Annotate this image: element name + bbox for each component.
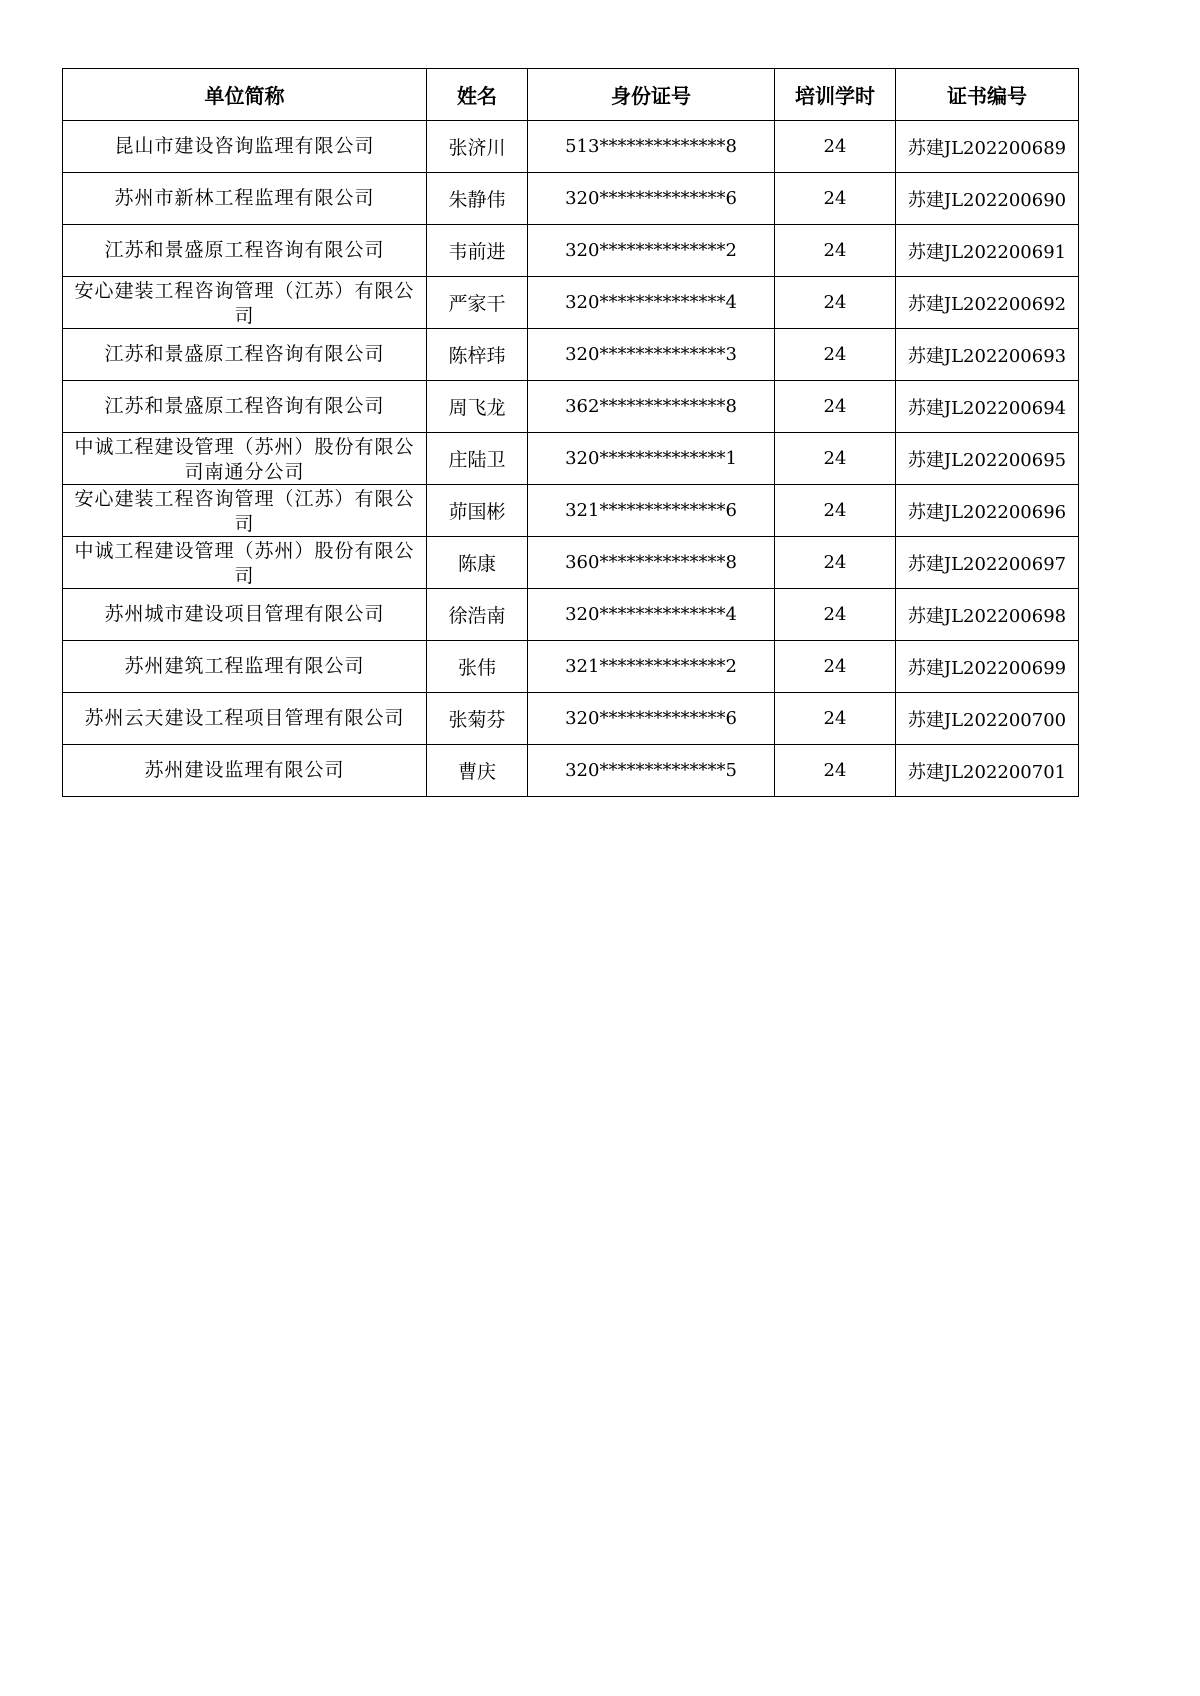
cell-cert-no: 苏建JL202200697 xyxy=(896,537,1079,589)
table-row xyxy=(63,225,1079,277)
cell-unit xyxy=(63,121,427,173)
cell-hours: 24 xyxy=(775,433,896,485)
cell-cert-no: 苏建JL202200699 xyxy=(896,641,1079,693)
cell-cert-no: 苏建JL202200701 xyxy=(896,745,1079,797)
header-name: 姓名 xyxy=(427,69,528,121)
cell-id-number: 320**************3 xyxy=(528,329,775,381)
cell-id-number: 320**************4 xyxy=(528,589,775,641)
cell-id-number: 320**************2 xyxy=(528,225,775,277)
unit-text: 苏州云天建设工程项目管理有限公司 xyxy=(84,707,405,729)
cell-id-number: 320**************5 xyxy=(528,745,775,797)
cell-name: 陈康 xyxy=(427,537,528,589)
cell-name: 严家干 xyxy=(427,277,528,329)
cell-cert-no: 苏建JL202200693 xyxy=(896,329,1079,381)
cell-id-number: 321**************2 xyxy=(528,641,775,693)
cell-unit xyxy=(63,433,427,485)
table-row xyxy=(63,589,1079,641)
unit-text: 江苏和景盛原工程咨询有限公司 xyxy=(104,395,385,417)
cell-cert-no: 苏建JL202200690 xyxy=(896,173,1079,225)
cell-hours: 24 xyxy=(775,329,896,381)
cell-hours: 24 xyxy=(775,589,896,641)
table-row xyxy=(63,641,1079,693)
cell-name: 陈梓玮 xyxy=(427,329,528,381)
unit-text: 江苏和景盛原工程咨询有限公司 xyxy=(104,239,385,261)
cell-id-number: 320**************6 xyxy=(528,173,775,225)
cell-cert-no: 苏建JL202200698 xyxy=(896,589,1079,641)
cell-id-number: 320**************4 xyxy=(528,277,775,329)
cell-cert-no: 苏建JL202200696 xyxy=(896,485,1079,537)
table-row xyxy=(63,173,1079,225)
training-certificate-table xyxy=(62,68,1079,797)
unit-text: 苏州建设监理有限公司 xyxy=(144,759,345,781)
cell-name: 庄陆卫 xyxy=(427,433,528,485)
cell-hours: 24 xyxy=(775,173,896,225)
table-row xyxy=(63,485,1079,537)
cell-cert-no: 苏建JL202200694 xyxy=(896,381,1079,433)
cell-unit xyxy=(63,173,427,225)
cell-name: 周飞龙 xyxy=(427,381,528,433)
table-row xyxy=(63,121,1079,173)
table-row xyxy=(63,693,1079,745)
cell-hours: 24 xyxy=(775,537,896,589)
cell-id-number: 513**************8 xyxy=(528,121,775,173)
cell-hours: 24 xyxy=(775,225,896,277)
cell-name: 韦前进 xyxy=(427,225,528,277)
cell-hours: 24 xyxy=(775,121,896,173)
cell-id-number: 320**************6 xyxy=(528,693,775,745)
cell-hours: 24 xyxy=(775,381,896,433)
header-id-number: 身份证号 xyxy=(528,69,775,121)
cell-unit xyxy=(63,537,427,589)
cell-unit xyxy=(63,641,427,693)
cell-name: 张菊芬 xyxy=(427,693,528,745)
cell-hours: 24 xyxy=(775,641,896,693)
cell-cert-no: 苏建JL202200689 xyxy=(896,121,1079,173)
table-row xyxy=(63,537,1079,589)
cell-unit xyxy=(63,485,427,537)
cell-hours: 24 xyxy=(775,277,896,329)
table-header xyxy=(63,69,1079,121)
cell-name: 徐浩南 xyxy=(427,589,528,641)
cell-name: 张济川 xyxy=(427,121,528,173)
cell-name: 茆国彬 xyxy=(427,485,528,537)
table-row xyxy=(63,433,1079,485)
unit-text: 昆山市建设咨询监理有限公司 xyxy=(114,135,375,157)
header-unit: 单位简称 xyxy=(63,69,427,121)
unit-text: 苏州城市建设项目管理有限公司 xyxy=(104,603,385,625)
cell-id-number: 360**************8 xyxy=(528,537,775,589)
unit-text: 中诚工程建设管理（苏州）股份有限公司 xyxy=(74,539,415,587)
cell-cert-no: 苏建JL202200691 xyxy=(896,225,1079,277)
cell-unit xyxy=(63,329,427,381)
cell-unit xyxy=(63,225,427,277)
cell-unit xyxy=(63,589,427,641)
cell-id-number: 362**************8 xyxy=(528,381,775,433)
cell-name: 曹庆 xyxy=(427,745,528,797)
cell-hours: 24 xyxy=(775,485,896,537)
cell-name: 张伟 xyxy=(427,641,528,693)
unit-text: 安心建装工程咨询管理（江苏）有限公司 xyxy=(74,279,415,327)
unit-text: 安心建装工程咨询管理（江苏）有限公司 xyxy=(74,487,415,535)
cell-unit xyxy=(63,745,427,797)
cell-cert-no: 苏建JL202200695 xyxy=(896,433,1079,485)
cell-cert-no: 苏建JL202200692 xyxy=(896,277,1079,329)
cell-unit xyxy=(63,693,427,745)
cell-hours: 24 xyxy=(775,745,896,797)
unit-text: 中诚工程建设管理（苏州）股份有限公司南通分公司 xyxy=(74,435,415,483)
unit-text: 江苏和景盛原工程咨询有限公司 xyxy=(104,343,385,365)
table-row xyxy=(63,745,1079,797)
cell-unit xyxy=(63,381,427,433)
header-hours: 培训学时 xyxy=(775,69,896,121)
table-body xyxy=(63,121,1079,797)
cell-cert-no: 苏建JL202200700 xyxy=(896,693,1079,745)
header-cert-no: 证书编号 xyxy=(896,69,1079,121)
cell-id-number: 321**************6 xyxy=(528,485,775,537)
table-row xyxy=(63,329,1079,381)
unit-text: 苏州建筑工程监理有限公司 xyxy=(124,655,365,677)
cell-hours: 24 xyxy=(775,693,896,745)
header-row xyxy=(63,69,1079,121)
unit-text: 苏州市新林工程监理有限公司 xyxy=(114,187,375,209)
table-row xyxy=(63,277,1079,329)
cell-unit xyxy=(63,277,427,329)
cell-name: 朱静伟 xyxy=(427,173,528,225)
table-row xyxy=(63,381,1079,433)
cell-id-number: 320**************1 xyxy=(528,433,775,485)
